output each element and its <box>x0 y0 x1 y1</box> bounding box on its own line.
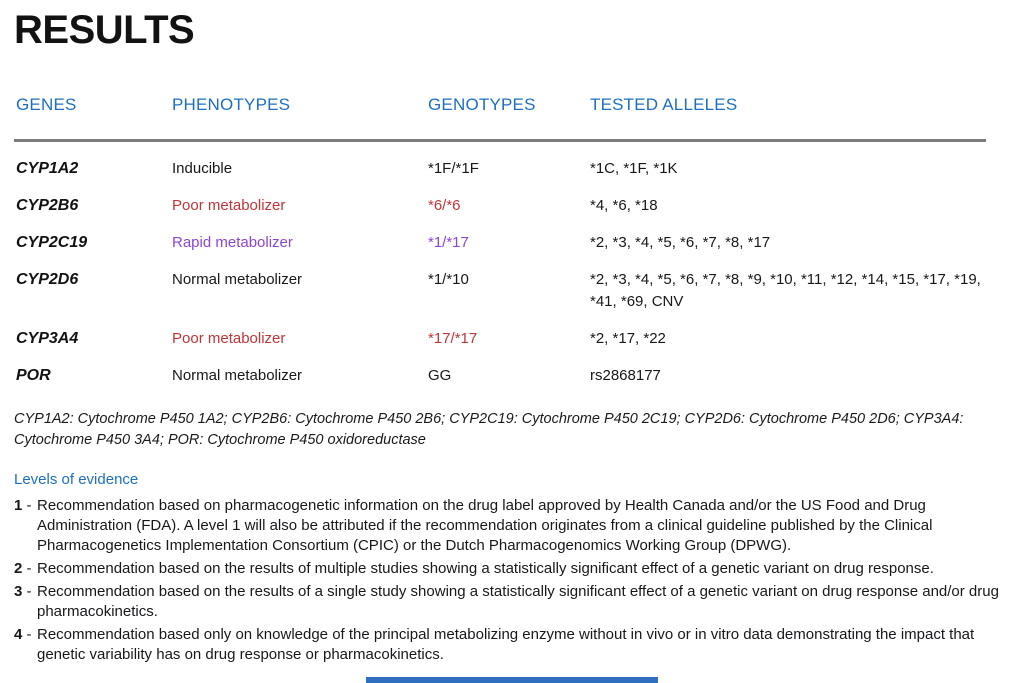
phenotype-cell: Poor metabolizer <box>172 197 286 214</box>
evidence-level-text: Recommendation based on the results of a single study showing a statistically significant effect of a genetic variant on drug response and/or drug pharmacokinetics. <box>37 583 999 621</box>
column-header-tested-alleles: TESTED ALLELES <box>590 95 738 114</box>
evidence-level-item <box>14 559 1010 579</box>
table-row <box>14 269 1010 313</box>
genotype-cell: GG <box>428 367 452 384</box>
results-table <box>14 95 1010 387</box>
levels-of-evidence-section <box>14 471 1010 665</box>
table-row <box>14 158 1010 180</box>
genotype-cell: *6/*6 <box>428 197 461 214</box>
table-row <box>14 328 1010 350</box>
footer-accent-bar <box>366 677 658 683</box>
evidence-level-text: Recommendation based on the results of multiple studies showing a statistically significant effect of a genetic variant on drug response. <box>37 560 934 578</box>
evidence-level-number: 4 - <box>14 626 32 644</box>
tested-alleles-cell: *4, *6, *18 <box>590 197 658 214</box>
gene-name-cell: CYP3A4 <box>16 330 79 347</box>
phenotype-cell: Normal metabolizer <box>172 367 303 384</box>
genotype-cell: *1/*17 <box>428 234 469 251</box>
results-table-header <box>14 95 1010 115</box>
column-header-genotypes: GENOTYPES <box>428 95 536 114</box>
genotype-cell: *1F/*1F <box>428 160 479 177</box>
evidence-level-item <box>14 496 1010 556</box>
evidence-level-number: 1 - <box>14 497 32 515</box>
tested-alleles-cell: *2, *3, *4, *5, *6, *7, *8, *9, *10, *11, *12, *14, *15, *17, *19, *41, *69, CNV <box>590 271 981 310</box>
results-rows <box>14 158 1010 387</box>
gene-name-cell: POR <box>16 367 51 384</box>
evidence-level-text: Recommendation based on pharmacogenetic information on the drug label approved by Health Canada and/or the US Food and Drug Administration (FDA). A level 1 will also be attributed if the recommendation originates from a clinical guideline published by the Clinical Pharmacogenetics Implementation Consortium (CPIC) or the Dutch Pharmacogenomics Working Group (DPWG). <box>37 497 933 555</box>
gene-name-cell: CYP2B6 <box>16 197 79 214</box>
column-header-genes: GENES <box>16 95 77 114</box>
gene-name-cell: CYP2C19 <box>16 234 88 251</box>
tested-alleles-cell: rs2868177 <box>590 367 661 384</box>
gene-name-cell: CYP1A2 <box>16 160 79 177</box>
table-row <box>14 365 1010 387</box>
gene-abbreviations-footnote: CYP1A2: Cytochrome P450 1A2; CYP2B6: Cytochrome P450 2B6; CYP2C19: Cytochrome P450 2C19; CYP2D6: Cytochrome P450 2D6; CYP3A4: Cytochrome P450 3A4; POR: Cytochrome P450 oxidoreductase <box>14 411 964 449</box>
table-row <box>14 232 1010 254</box>
phenotype-cell: Inducible <box>172 160 233 177</box>
tested-alleles-cell: *2, *3, *4, *5, *6, *7, *8, *17 <box>590 234 771 251</box>
evidence-level-item <box>14 582 1010 622</box>
evidence-level-text: Recommendation based only on knowledge of the principal metabolizing enzyme without in vivo or in vitro data demonstrating the impact that genetic variability has on drug response or pharmacokinetics. <box>37 626 975 664</box>
phenotype-cell: Normal metabolizer <box>172 271 303 288</box>
evidence-level-number: 2 - <box>14 560 32 578</box>
tested-alleles-cell: *2, *17, *22 <box>590 330 666 347</box>
evidence-level-item <box>14 625 1010 665</box>
header-divider <box>14 139 986 142</box>
genotype-cell: *17/*17 <box>428 330 478 347</box>
levels-of-evidence-heading: Levels of evidence <box>14 471 139 489</box>
tested-alleles-cell: *1C, *1F, *1K <box>590 160 678 177</box>
genotype-cell: *1/*10 <box>428 271 469 288</box>
phenotype-cell: Poor metabolizer <box>172 330 286 347</box>
evidence-level-number: 3 - <box>14 583 32 601</box>
page-title: RESULTS <box>14 8 195 52</box>
phenotype-cell: Rapid metabolizer <box>172 234 293 251</box>
gene-name-cell: CYP2D6 <box>16 271 79 288</box>
column-header-phenotypes: PHENOTYPES <box>172 95 291 114</box>
table-row <box>14 195 1010 217</box>
levels-of-evidence-list <box>14 496 1010 665</box>
